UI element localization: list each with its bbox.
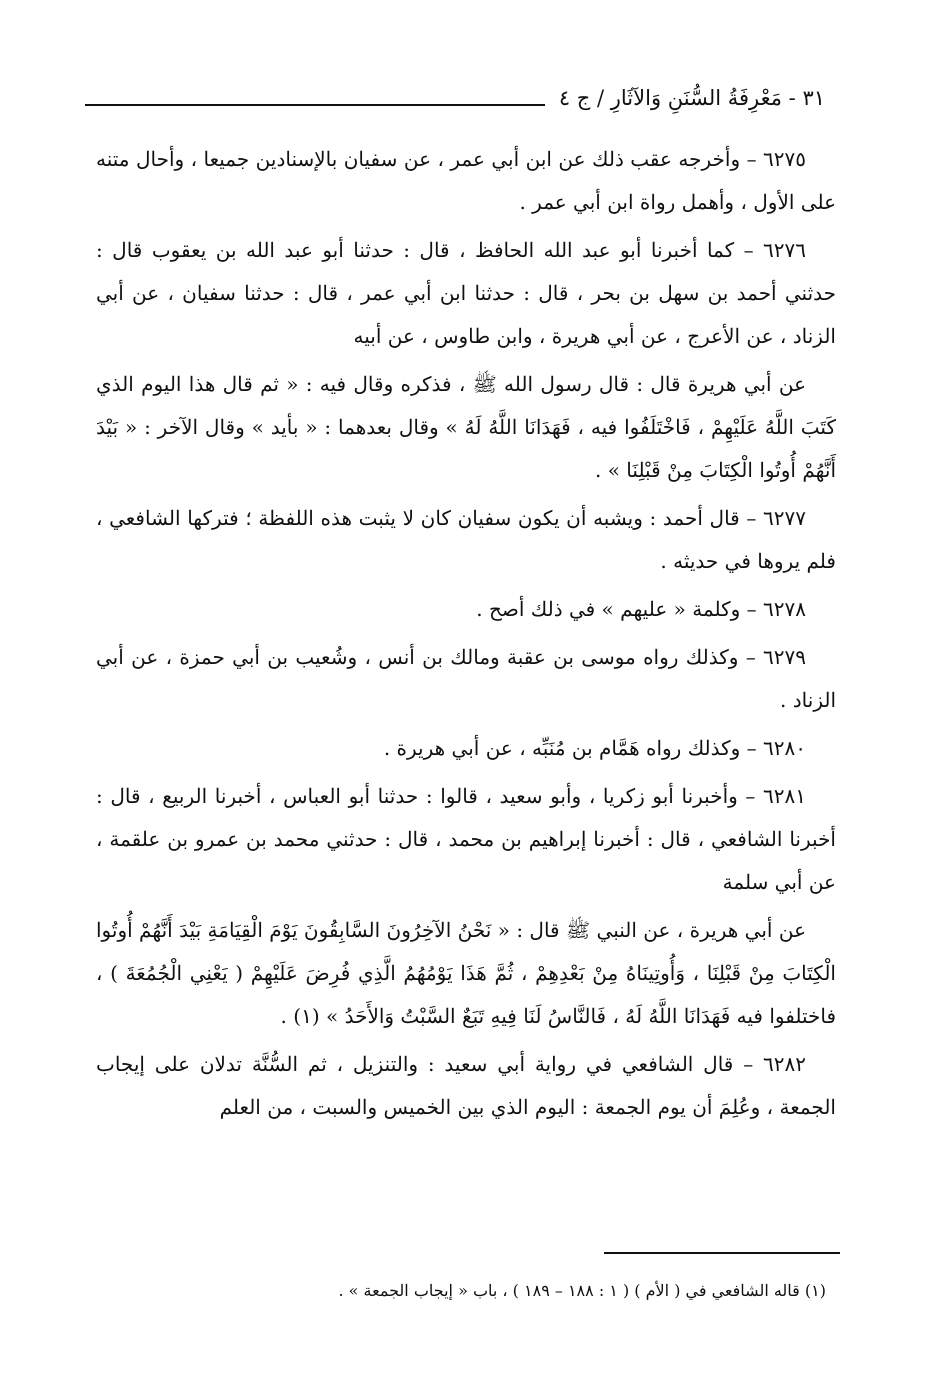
- paragraph-6281-matn: عن أبي هريرة ، عن النبي ﷺ قال : « نَحْنُ الآخِرُونَ السَّابِقُونَ يَوْمَ الْقِيَامَةِ بَيْدَ أَنَّهُمْ أُوتُوا الْكِتَابَ مِنْ قَبْلِنَا ، وَأُوتِينَاهُ مِنْ بَعْدِهِمْ ، ثُمَّ هَذَا يَوْمُهُمُ الَّذِي فُرِضَ عَلَيْهِمْ ( يَعْنِي الْجُمُعَةَ ) ، فاختلفوا فيه فَهَدَانَا اللَّهُ لَهُ ، فَالنَّاسُ لَنَا فِيهِ تَبَعٌ السَّبْتُ وَالأَحَدُ » (١) .: [96, 918, 836, 1028]
- footnote-rule: [604, 1252, 840, 1254]
- paragraph-6277: ٦٢٧٧ – قال أحمد : ويشبه أن يكون سفيان كان لا يثبت هذه اللفظة ؛ فتركها الشافعي ، فلم يروها في حديثه .: [96, 506, 836, 573]
- paragraph-6279: ٦٢٧٩ – وكذلك رواه موسى بن عقبة ومالك بن أنس ، وشُعيب بن أبي حمزة ، عن أبي الزناد .: [96, 645, 836, 712]
- footnote: (١) قاله الشافعي في ( الأم ) ( ١ : ١٨٨ – ١٨٩ ) ، باب « إيجاب الجمعة » .: [338, 1281, 826, 1300]
- paragraph-6276: ٦٢٧٦ – كما أخبرنا أبو عبد الله الحافظ ، قال : حدثنا أبو عبد الله بن يعقوب قال : حدثني أحمد بن سهل بن بحر ، قال : حدثنا ابن أبي عمر ، قال : حدثنا سفيان ، عن أبي الزناد ، عن الأعرج ، عن أبي هريرة ، وابن طاوس ، عن أبيه: [96, 238, 836, 348]
- paragraph-6275: ٦٢٧٥ – وأخرجه عقب ذلك عن ابن أبي عمر ، عن سفيان بالإسنادين جميعا ، وأحال متنه على الأول ، وأهمل رواة ابن أبي عمر .: [96, 147, 836, 214]
- header-rule: [85, 104, 545, 106]
- paragraph-6278: ٦٢٧٨ – وكلمة « عليهم » في ذلك أصح .: [476, 597, 806, 621]
- running-header-title: ٣١ - مَعْرِفَةُ السُّنَنِ وَالآثَارِ / ج ٤: [558, 86, 825, 110]
- page-body: [96, 138, 836, 1134]
- paragraph-6280: ٦٢٨٠ – وكذلك رواه هَمَّام بن مُنَبِّه ، عن أبي هريرة .: [383, 736, 806, 760]
- paragraph-6282: ٦٢٨٢ – قال الشافعي في رواية أبي سعيد : والتنزيل ، ثم السُّنَّة تدلان على إيجاب الجمعة ، وعُلِمَ أن يوم الجمعة : اليوم الذي بين الخميس والسبت ، من العلم: [96, 1052, 836, 1119]
- paragraph-6276-matn: عن أبي هريرة قال : قال رسول الله ﷺ ، فذكره وقال فيه : « ثم قال هذا اليوم الذي كَتَبَ اللَّهُ عَلَيْهِمْ ، فَاخْتَلَفُوا فيه ، فَهَدَانَا اللَّهُ لَهُ » وقال بعدهما : « بأيد » وقال الآخر : « بَيْدَ أَنَّهُمْ أُوتُوا الْكِتَابَ مِنْ قَبْلِنَا » .: [96, 372, 836, 482]
- page-header: [85, 80, 825, 112]
- paragraph-6281: ٦٢٨١ – وأخبرنا أبو زكريا ، وأبو سعيد ، قالوا : حدثنا أبو العباس ، أخبرنا الربيع ، قال : أخبرنا الشافعي ، قال : أخبرنا إبراهيم بن محمد ، قال : حدثني محمد بن عمرو بن علقمة ، عن أبي سلمة: [96, 784, 836, 894]
